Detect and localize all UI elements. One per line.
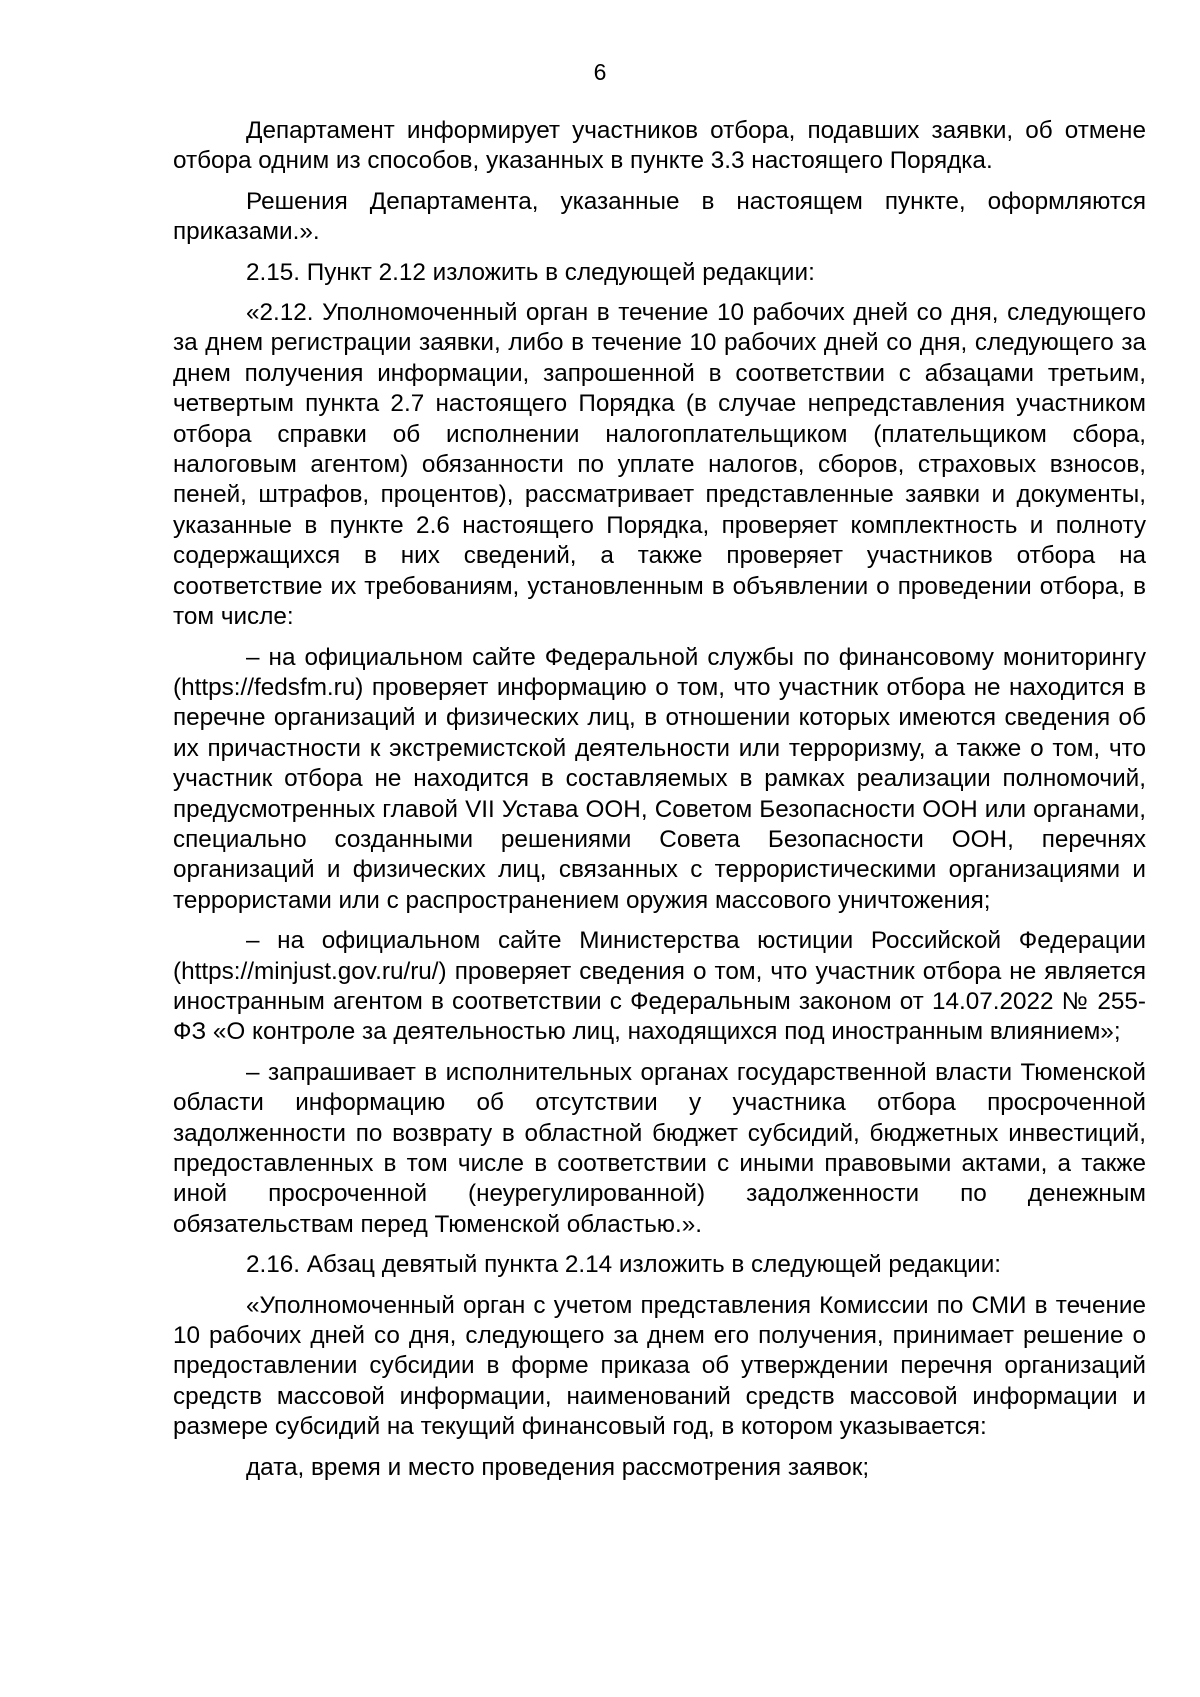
page-number: 6: [593, 59, 607, 85]
paragraph-clause-2-12: «2.12. Уполномоченный орган в течение 10 рабочих дней со дня, следующего за днем регистрации заявки, либо в течение 10 рабочих дней со дня, следующего за днем получения информации, запрошенной в соответствии с абзацами третьим, четвертым пункта 2.7 настоящего Порядка (в случае непредставления участником отбора справки об исполнении налогоплательщиком (плательщиком сбора, налоговым агентом) обязанности по уплате налогов, сборов, страховых взносов, пеней, штрафов, процентов), рассматривает представленные заявки и документы, указанные в пункте 2.6 настоящего Порядка, проверяет комплектность и полноту содержащихся в них сведений, а также проверяет участников отбора на соответствие их требованиям, установленным в объявлении о проведении отбора, в том числе:: [173, 299, 1146, 631]
paragraph-fedsfm-check: – на официальном сайте Федеральной службы по финансовому мониторингу (https://fedsfm.ru) проверяет информацию о том, что участник отбора не находится в перечне организаций и физических лиц, в отношении которых имеются сведения об их причастности к экстремистской деятельности или терроризму, а также о том, что участник отбора не находится в составляемых в рамках реализации полномочий, предусмотренных главой VII Устава ООН, Советом Безопасности ООН или органами, специально созданными решениями Совета Безопасности ООН, перечнях организаций и физических лиц, связанных с террористическими организациями и террористами или с распространением оружия массового уничтожения;: [173, 643, 1146, 914]
paragraph-review-date: дата, время и место проведения рассмотрения заявок;: [246, 1453, 870, 1481]
paragraph-minjust-check: – на официальном сайте Министерства юстиции Российской Федерации (https://minjust.gov.ru/ru/) проверяет сведения о том, что участник отбора не является иностранным агентом в соответствии с Федеральным законом от 14.07.2022 № 255-ФЗ «О контроле за деятельностью лиц, находящихся под иностранным влиянием»;: [173, 927, 1146, 1046]
paragraph-item-2-16: 2.16. Абзац девятый пункта 2.14 изложить в следующей редакции:: [246, 1251, 1002, 1279]
paragraph-authorized-body-decision: «Уполномоченный орган с учетом представления Комиссии по СМИ в течение 10 рабочих дней со дня, следующего за днем его получения, принимает решение о предоставлении субсидии в форме приказа об утверждении перечня организаций средств массовой информации, наименований средств массовой информации и размере субсидий на текущий финансовый год, в котором указывается:: [173, 1291, 1146, 1441]
paragraph-item-2-15: 2.15. Пункт 2.12 изложить в следующей редакции:: [246, 258, 815, 286]
document-body: [173, 116, 1146, 1493]
paragraph-debt-request: – запрашивает в исполнительных органах государственной власти Тюменской области информацию об отсутствии у участника отбора просроченной задолженности по возврату в областной бюджет субсидий, бюджетных инвестиций, предоставленных в том числе в соответствии с иными правовыми актами, а также иной просроченной (неурегулированной) задолженности по денежным обязательствам перед Тюменской областью.».: [173, 1058, 1146, 1238]
paragraph-decisions-orders: Решения Департамента, указанные в настоящем пункте, оформляются приказами.».: [173, 187, 1146, 246]
paragraph-cancellation-notice: Департамент информирует участников отбора, подавших заявки, об отмене отбора одним из способов, указанных в пункте 3.3 настоящего Порядка.: [173, 117, 1146, 175]
